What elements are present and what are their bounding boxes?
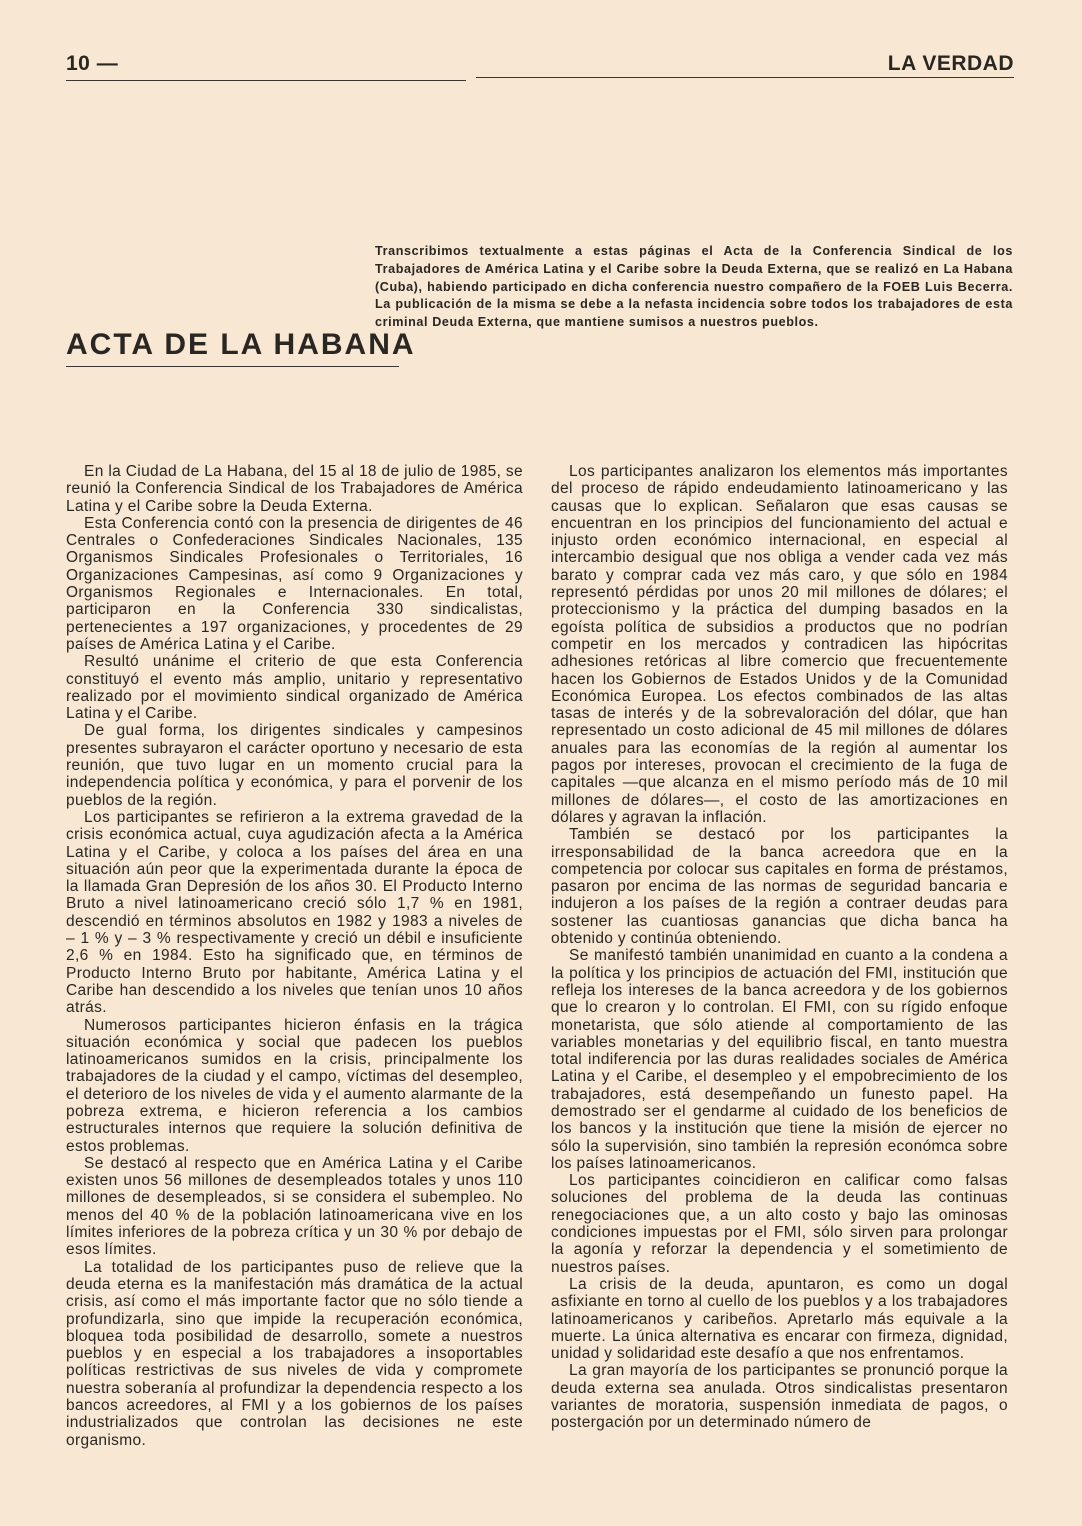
paragraph: También se destacó por los participantes la irresponsabilidad de la banca acreedora que en la competencia por colocar sus capitales en forma de préstamos, pasaron por encima de las normas de seguridad bancaria e indujeron a los países de la región a contraer deudas para sostener las cuantiosas ganancias que dicha banca ha obtenido y continúa obteniendo. — [551, 826, 1008, 948]
paragraph: La crisis de la deuda, apuntaron, es como un dogal asfixiante en torno al cuello de los pueblos y a los trabajadores latinoamericanos y caribeños. Apretarlo más equivale a la muerte. La única alternativa es encarar con firmeza, dignidad, unidad y solidaridad este desafío a que nos enfrentamos. — [551, 1275, 1008, 1363]
paragraph: Numerosos participantes hicieron énfasis en la trágica situación económica y social que padecen los pueblos latinoamericanos sumidos en la crisis, principalmente los trabajadores de la ciudad y el campo, víctimas del desempleo, el deterioro de los niveles de vida y el aumento alarmante de la pobreza extrema, e hicieron referencia a los cambios estructurales internos que requiere la solución definitiva de estos problemas. — [66, 1016, 523, 1155]
paragraph: Los participantes analizaron los elementos más importantes del proceso de rápido endeudamiento latinoamericano y las causas que lo explican. Señalaron que esas causas se encuentran en los principios del funcionamiento del actual e injusto orden económico internacional, en especial al intercambio desigual que nos obliga a vender cada vez más barato y comprar cada vez más caro, y que sólo en 1984 representó pérdidas por unos 20 mil millones de dólares; el proteccionismo y la práctica del dumping basados en la egoísta política de subsidios a productos que no podrían competir en los mercados y contradicen las hipócritas adhesiones retóricas al libre comercio que frecuentemente hacen los Gobiernos de Estados Unidos y de la Comunidad Económica Europea. Los efectos combinados de las altas tasas de interés y de la sobrevaloración del dólar, que han representado un costo adicional de 45 mil millones de dólares anuales para las economías de la región al aumentar los pagos por intereses, provocan el crecimiento de la fuga de capitales —que alcanza en el mismo período más de 10 mil millones de dólares—, el costo de las amortizaciones en dólares y agravan la inflación. — [551, 463, 1008, 826]
header-rule-left — [66, 80, 466, 81]
publication-name: LA VERDAD — [887, 52, 1014, 75]
paragraph: En la Ciudad de La Habana, del 15 al 18 de julio de 1985, se reunió la Conferencia Sindical de los Trabajadores de América Latina y el Caribe sobre la Deuda Externa. — [66, 463, 523, 515]
paragraph: De gual forma, los dirigentes sindicales y campesinos presentes subrayaron el carácter oportuno y necesario de esta reunión, que tuvo lugar en un momento crucial para la independencia política y económica, y para el porvenir de los pueblos de la región. — [66, 722, 523, 809]
header-rule-right — [476, 77, 1014, 78]
paragraph: Se destacó al respecto que en América Latina y el Caribe existen unos 56 millones de desempleados totales y unos 110 millones de desempleados, si se considera el subempleo. No menos del 40 % de la población latinoamericana vive en los límites inferiores de la pobreza crítica y un 30 % por debajo de esos límites. — [66, 1154, 523, 1259]
paragraph: Resultó unánime el criterio de que esta Conferencia constituyó el evento más amplio, unitario y representativo realizado por el movimiento sindical organizado de América Latina y el Caribe. — [66, 653, 523, 723]
paragraph: Se manifestó también unanimidad en cuanto a la condena a la política y los principios de actuación del FMI, institución que refleja los intereses de la banca acreedora y de los gobiernos que lo crearon y lo controlan. El FMI, con su rígido enfoque monetarista, que sólo atiende al comportamiento de las variables monetarias y del equilibrio fiscal, en tanto muestra total indiferencia por las duras realidades sociales de América Latina y el Caribe, el desempleo y el empobrecimiento de los trabajadores, está desempeñando un funesto papel. Ha demostrado ser el gendarme al cuidado de los beneficios de los bancos y la institución que tiene la misión de ejercer no sólo la supervisión, sino también la represión económca sobre los países latinoamericanos. — [551, 947, 1008, 1172]
body-column-right — [551, 463, 1008, 1493]
body-column-left — [66, 463, 523, 1493]
paragraph: La totalidad de los participantes puso de relieve que la deuda eterna es la manifestación más dramática de la actual crisis, así como el más importante factor que no sólo tiende a profundizarla, sino que impide la recuperación económica, bloquea toda posibilidad de desarrollo, somete a nuestros pueblos y en especial a los trabajadores a insoportables políticas restrictivas de sus niveles de vida y compromete nuestra soberanía al profundizar la dependencia respecto a los bancos acreedores, al FMI y a los gobiernos de los países industrializados que controlan las decisiones ne este organismo. — [66, 1258, 523, 1449]
page-number: 10 — — [66, 52, 119, 75]
paragraph: Los participantes se refirieron a la extrema gravedad de la crisis económica actual, cuya agudización afecta a la América Latina y el Caribe, y coloca a los países del área en una situación aún peor que la experimentada durante la época de la llamada Gran Depresión de los años 30. El Producto Interno Bruto a nivel latinoamericano creció sólo 1,7 % en 1981, descendió en términos absolutos en 1982 y 1983 a niveles de – 1 % y – 3 % respectivamente y creció un débil e insuficiente 2,6 % en 1984. Esto ha significado que, en términos de Producto Interno Bruto por habitante, América Latina y el Caribe han descendido a los niveles que tenían unos 10 años atrás. — [66, 808, 523, 1017]
title-underline — [66, 366, 399, 367]
article-title: ACTA DE LA HABANA — [66, 328, 416, 361]
paragraph: La gran mayoría de los participantes se pronunció porque la deuda externa sea anulada. Otros sindicalistas presentaron variantes de moratoria, suspensión inmediata de pagos, o postergación por un determinado número de — [551, 1362, 1008, 1432]
intro-paragraph: Transcribimos textualmente a estas páginas el Acta de la Conferencia Sindical de los Trabajadores de América Latina y el Caribe sobre la Deuda Externa, que se realizó en La Habana (Cuba), habiendo participado en dicha conferencia nuestro compañero de la FOEB Luis Becerra. La publicación de la misma se debe a la nefasta incidencia sobre todos los trabajadores de esta criminal Deuda Externa, que mantiene sumisos a nuestros pueblos. — [375, 244, 1013, 330]
page-header — [66, 52, 1014, 80]
paragraph: Esta Conferencia contó con la presencia de dirigentes de 46 Centrales o Confederaciones Sindicales Nacionales, 135 Organismos Sindicales Profesionales o Territoriales, 16 Organizaciones Campesinas, así como 9 Organizaciones y Organismos Regionales e Internacionales. En total, participaron en la Conferencia 330 sindicalistas, pertenecientes a 197 organizaciones, y procedentes de 29 países de América Latina y el Caribe. — [66, 514, 523, 653]
paragraph: Los participantes coincidieron en calificar como falsas soluciones del problema de la deuda las continuas renegociaciones que, a un alto costo y bajo las ominosas condiciones impuestas por el FMI, sólo sirven para prolongar la agonía y reforzar la dependencia y el sometimiento de nuestros países. — [551, 1172, 1008, 1276]
